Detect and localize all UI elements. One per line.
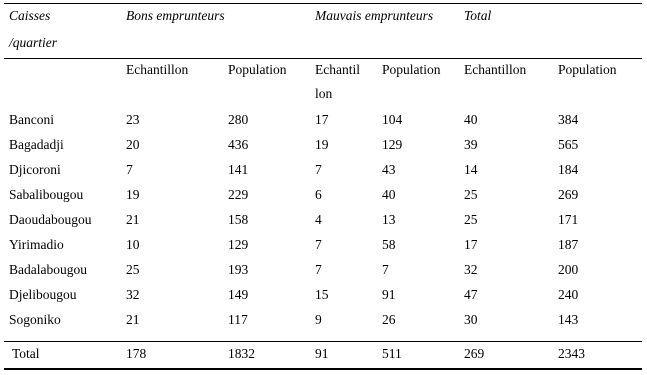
row-quartier: Banconi — [9, 112, 54, 127]
row-mauvais-population: 43 — [382, 162, 396, 177]
row-mauvais-population: 13 — [382, 212, 396, 227]
row-bons-echantillon: 20 — [126, 137, 140, 152]
row-quartier: Bagadadji — [9, 137, 64, 152]
total-top-rule — [4, 341, 642, 342]
row-bons-population: 141 — [228, 162, 249, 177]
row-total-echantillon: 40 — [464, 112, 478, 127]
row-mauvais-echantillon: 7 — [315, 162, 322, 177]
row-bons-population: 193 — [228, 262, 249, 277]
header-bons-emprunteurs: Bons emprunteurs — [126, 8, 225, 23]
total-label: Total — [12, 346, 40, 361]
row-total-echantillon: 14 — [464, 162, 478, 177]
row-mauvais-population: 104 — [382, 112, 403, 127]
row-total-population: 565 — [558, 137, 579, 152]
row-quartier: Djicoroni — [9, 162, 61, 177]
total-mauvais-population: 511 — [382, 346, 402, 361]
row-total-population: 184 — [558, 162, 579, 177]
row-bons-echantillon: 7 — [126, 162, 133, 177]
row-mauvais-echantillon: 17 — [315, 112, 329, 127]
row-bons-population: 117 — [228, 312, 248, 327]
row-bons-echantillon: 21 — [126, 212, 140, 227]
row-bons-population: 280 — [228, 112, 249, 127]
total-total-population: 2343 — [558, 346, 585, 361]
row-mauvais-echantillon: 15 — [315, 287, 329, 302]
subheader-total-echantillon: Echantillon — [464, 62, 527, 77]
row-mauvais-echantillon: 9 — [315, 312, 322, 327]
row-mauvais-echantillon: 7 — [315, 237, 322, 252]
row-mauvais-echantillon: 6 — [315, 187, 322, 202]
row-total-echantillon: 39 — [464, 137, 478, 152]
row-total-population: 384 — [558, 112, 579, 127]
total-bons-population: 1832 — [228, 346, 255, 361]
row-bons-echantillon: 10 — [126, 237, 140, 252]
row-bons-population: 149 — [228, 287, 249, 302]
row-total-population: 143 — [558, 312, 579, 327]
row-bons-population: 129 — [228, 237, 249, 252]
subheader-mauvais-population: Population — [382, 62, 441, 77]
row-quartier: Sabalibougou — [9, 187, 84, 202]
row-total-echantillon: 17 — [464, 237, 478, 252]
header-bottom-rule — [4, 58, 642, 59]
row-mauvais-population: 129 — [382, 137, 403, 152]
row-quartier: Yirimadio — [9, 237, 64, 252]
row-quartier: Sogoniko — [9, 312, 61, 327]
row-quartier: Daoudabougou — [9, 212, 92, 227]
subheader-mauvais-echantillon-cont: lon — [315, 86, 333, 101]
row-mauvais-echantillon: 4 — [315, 212, 322, 227]
row-bons-population: 436 — [228, 137, 249, 152]
row-total-echantillon: 47 — [464, 287, 478, 302]
header-mauvais-emprunteurs: Mauvais emprunteurs — [315, 8, 434, 23]
subheader-mauvais-echantillon: Echantil — [315, 62, 360, 77]
subheader-bons-population: Population — [228, 62, 287, 77]
row-bons-echantillon: 23 — [126, 112, 140, 127]
row-mauvais-echantillon: 19 — [315, 137, 329, 152]
row-total-echantillon: 25 — [464, 187, 478, 202]
header-total: Total — [464, 8, 492, 23]
total-total-echantillon: 269 — [464, 346, 485, 361]
row-total-population: 171 — [558, 212, 579, 227]
subheader-total-population: Population — [558, 62, 617, 77]
row-total-echantillon: 25 — [464, 212, 478, 227]
row-mauvais-population: 7 — [382, 262, 389, 277]
row-total-echantillon: 30 — [464, 312, 478, 327]
row-bons-echantillon: 21 — [126, 312, 140, 327]
table-top-rule — [4, 3, 642, 4]
subheader-bons-echantillon: Echantillon — [126, 62, 189, 77]
row-mauvais-echantillon: 7 — [315, 262, 322, 277]
row-bons-echantillon: 19 — [126, 187, 140, 202]
row-total-population: 187 — [558, 237, 579, 252]
total-mauvais-echantillon: 91 — [315, 346, 329, 361]
header-caisses: Caisses — [9, 8, 51, 23]
row-quartier: Badalabougou — [9, 262, 87, 277]
row-total-echantillon: 32 — [464, 262, 478, 277]
row-mauvais-population: 58 — [382, 237, 396, 252]
row-mauvais-population: 91 — [382, 287, 396, 302]
row-bons-population: 158 — [228, 212, 249, 227]
row-total-population: 200 — [558, 262, 579, 277]
row-quartier: Djelibougou — [9, 287, 77, 302]
header-quartier: /quartier — [9, 35, 58, 50]
total-bons-echantillon: 178 — [126, 346, 147, 361]
row-bons-population: 229 — [228, 187, 249, 202]
table-bottom-rule — [4, 368, 642, 370]
row-bons-echantillon: 32 — [126, 287, 140, 302]
row-total-population: 269 — [558, 187, 579, 202]
row-bons-echantillon: 25 — [126, 262, 140, 277]
row-mauvais-population: 40 — [382, 187, 396, 202]
row-mauvais-population: 26 — [382, 312, 396, 327]
row-total-population: 240 — [558, 287, 579, 302]
